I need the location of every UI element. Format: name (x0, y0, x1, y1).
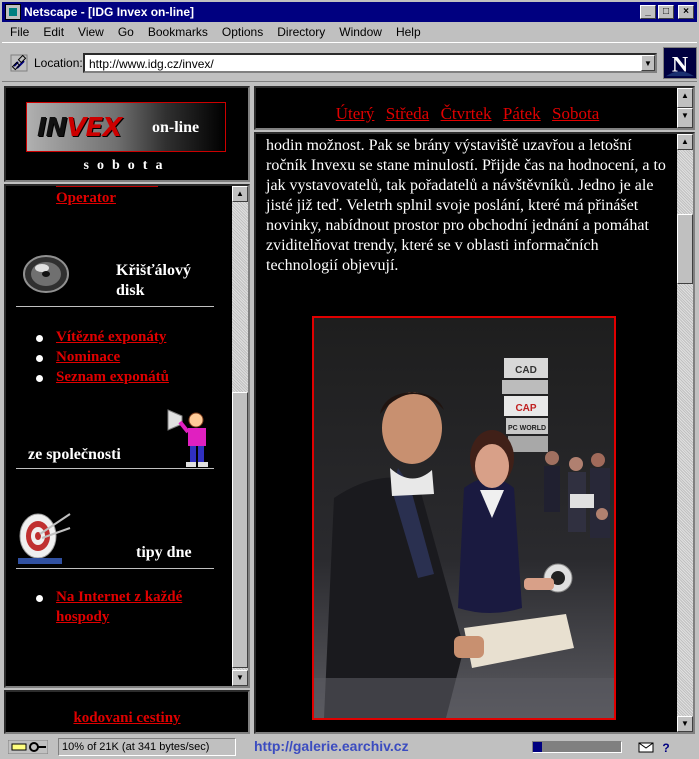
scroll-thumb[interactable] (677, 214, 693, 284)
scroll-down-button[interactable]: ▼ (677, 108, 693, 128)
scroll-up-button[interactable]: ▲ (232, 186, 248, 202)
days-frame-scrollbar[interactable] (677, 88, 693, 128)
menu-directory[interactable]: Directory (277, 25, 326, 39)
bullet (36, 595, 43, 602)
minimize-button[interactable]: _ (640, 5, 656, 19)
location-label: Location: (34, 56, 83, 70)
svg-text:?: ? (662, 741, 670, 754)
sign-text: CAP (515, 403, 537, 414)
main-content-frame (254, 132, 695, 734)
company-heading: ze společnosti (28, 446, 121, 463)
sign-text: CAD (515, 365, 537, 376)
nominations-link[interactable]: Nominace (56, 349, 121, 365)
load-progress-bar (532, 741, 622, 753)
day-navigation (256, 104, 679, 124)
megaphone-person-icon (166, 406, 222, 470)
day-link-tuesday[interactable]: Úterý (335, 104, 375, 123)
bullet (36, 355, 43, 362)
archery-target-icon (14, 506, 74, 568)
day-link-saturday[interactable]: Sobota (552, 104, 600, 123)
frameset (2, 84, 697, 736)
czech-encoding-link[interactable]: kodovani cestiny (73, 710, 181, 726)
invex-logo[interactable] (26, 102, 226, 152)
location-bar (2, 42, 697, 82)
award-ceremony-photo (312, 316, 616, 720)
menu-help[interactable]: Help (395, 25, 421, 39)
menu-file[interactable]: File (10, 25, 30, 39)
main-frame-scrollbar[interactable] (677, 134, 693, 732)
scroll-thumb[interactable] (232, 392, 248, 668)
menu-bar (2, 23, 697, 41)
maximize-button[interactable]: □ (658, 5, 674, 19)
gallery-watermark: http://galerie.earchiv.cz (254, 738, 409, 754)
status-bar (2, 737, 697, 757)
menu-options[interactable]: Options (221, 25, 264, 39)
winning-exhibits-link[interactable]: Vítězné exponáty (56, 329, 167, 345)
operator-link[interactable]: Operator (56, 190, 116, 206)
current-day-label: sobota (83, 158, 171, 173)
crystal-disk-heading-1: Křišťálový (116, 262, 191, 279)
stage-signs (502, 358, 548, 452)
menu-bookmarks[interactable]: Bookmarks (147, 25, 208, 39)
netscape-logo-icon[interactable] (663, 47, 697, 79)
logo-frame (4, 86, 250, 182)
scroll-down-button[interactable]: ▼ (677, 716, 693, 732)
close-button[interactable]: × (678, 5, 694, 19)
link-chain-icon[interactable] (10, 54, 28, 72)
day-link-thursday[interactable]: Čtvrtek (440, 104, 492, 123)
day-link-wednesday[interactable]: Středa (385, 104, 430, 123)
status-text: 10% of 21K (at 341 bytes/sec) (58, 738, 236, 756)
bullet (36, 375, 43, 382)
crystal-disk-heading-2: disk (116, 282, 145, 299)
scroll-down-button[interactable]: ▼ (232, 670, 248, 686)
left-frame-scrollbar[interactable] (232, 186, 248, 686)
bottom-left-frame (4, 690, 250, 734)
menu-go[interactable]: Go (117, 25, 134, 39)
window-title: Netscape - [IDG Invex on-line] (24, 5, 195, 19)
scroll-up-button[interactable]: ▲ (677, 88, 693, 108)
day-link-friday[interactable]: Pátek (502, 104, 541, 123)
internet-pubs-link-line-2[interactable]: hospody (56, 609, 110, 625)
crystal-disk-icon (20, 250, 74, 296)
tips-heading: tipy dne (136, 544, 192, 561)
online-label: on-line (152, 119, 200, 136)
svg-text:N: N (671, 51, 689, 77)
bullet (36, 335, 43, 342)
internet-pubs-link[interactable]: Na Internet z každé (56, 589, 183, 605)
security-key-icon[interactable] (8, 740, 48, 754)
mail-icon[interactable] (638, 740, 654, 754)
divider (16, 306, 214, 307)
exhibit-list-link[interactable]: Seznam exponátů (56, 369, 169, 385)
netscape-app-icon[interactable] (5, 4, 21, 20)
left-nav-frame (4, 184, 250, 688)
divider (56, 186, 158, 187)
photo-image (314, 318, 614, 718)
url-input[interactable]: http://www.idg.cz/invex/ (83, 53, 657, 73)
scroll-up-button[interactable]: ▲ (677, 134, 693, 150)
menu-edit[interactable]: Edit (43, 25, 65, 39)
days-frame (254, 86, 695, 130)
title-bar[interactable] (2, 2, 697, 22)
menu-view[interactable]: View (78, 25, 104, 39)
load-progress-fill (533, 742, 542, 752)
menu-window[interactable]: Window (339, 25, 382, 39)
url-dropdown-button[interactable]: ▼ (641, 55, 655, 71)
divider (16, 568, 214, 569)
help-question-icon[interactable] (658, 740, 674, 754)
article-text: hodin možnost. Pak se brány výstaviště uzavřou a letošní ročník Invexu se stane minulostí. Přijde čas na hodnocení, a to jak vystavovatelů, tak pořadatelů a návštěvníků. Jedno je ale jisté již teď. Veletrh splnil svoje poslání, které má přinášet novinky, nabídnout prostor pro obchodní jednání a pomáhat zviditelňovat trendy, které se v oblasti informačních technologií objevují. (266, 137, 666, 274)
divider (16, 468, 214, 469)
sign-text: PC WORLD (507, 425, 547, 432)
invex-logo-text: INVEX (37, 113, 122, 143)
